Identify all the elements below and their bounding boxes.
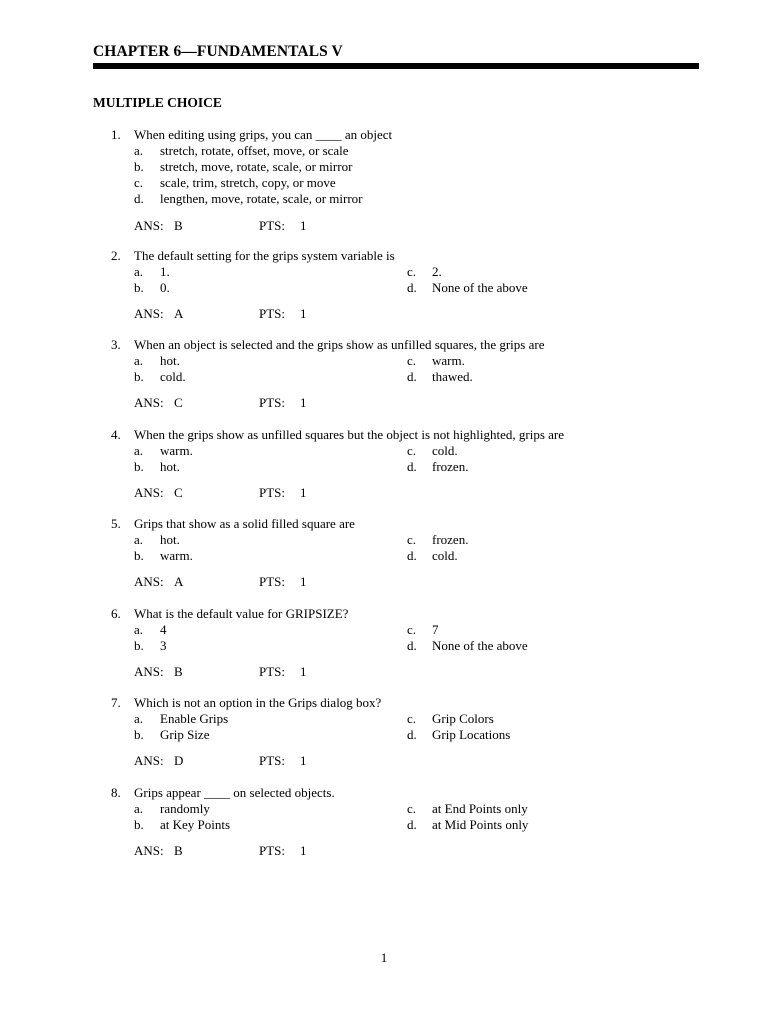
option-text: warm. bbox=[160, 548, 193, 563]
points-label: PTS: bbox=[259, 218, 286, 233]
section-title: MULTIPLE CHOICE bbox=[93, 95, 222, 110]
points-label: PTS: bbox=[259, 395, 286, 410]
option-text: frozen. bbox=[432, 532, 469, 547]
question-text: What is the default value for GRIPSIZE? bbox=[134, 606, 349, 621]
option-letter: d. bbox=[407, 548, 417, 563]
option-letter: b. bbox=[134, 280, 144, 295]
option-text: at Key Points bbox=[160, 817, 231, 832]
option-text: stretch, move, rotate, scale, or mirror bbox=[160, 159, 353, 174]
points-label: PTS: bbox=[259, 306, 286, 321]
points-label: PTS: bbox=[259, 753, 286, 768]
option-text: cold. bbox=[160, 369, 186, 384]
option-text: Grip Locations bbox=[432, 727, 511, 742]
option-letter: d. bbox=[407, 280, 417, 295]
option-text: 1. bbox=[160, 264, 170, 279]
option-text: lengthen, move, rotate, scale, or mirror bbox=[160, 191, 363, 206]
answer-value: A bbox=[174, 306, 184, 321]
option-letter: d. bbox=[134, 191, 144, 206]
option-text: hot. bbox=[160, 532, 180, 547]
page-number: 1 bbox=[380, 950, 388, 965]
points-value: 1 bbox=[300, 395, 307, 410]
answer-label: ANS: bbox=[134, 306, 164, 321]
option-text: None of the above bbox=[432, 638, 528, 653]
answer-label: ANS: bbox=[134, 843, 164, 858]
answer-value: C bbox=[174, 485, 183, 500]
option-text: frozen. bbox=[432, 459, 469, 474]
option-letter: b. bbox=[134, 548, 144, 563]
option-text: cold. bbox=[432, 443, 458, 458]
header-rule bbox=[93, 63, 699, 69]
answer-value: B bbox=[174, 218, 183, 233]
question-number: 6. bbox=[111, 606, 121, 621]
option-letter: c. bbox=[407, 622, 417, 637]
question-text: When editing using grips, you can ____ an object bbox=[134, 127, 393, 142]
option-text: None of the above bbox=[432, 280, 528, 295]
option-text: Grip Size bbox=[160, 727, 210, 742]
points-value: 1 bbox=[300, 843, 307, 858]
option-letter: b. bbox=[134, 159, 144, 174]
question-text: When an object is selected and the grips show as unfilled squares, the grips are bbox=[134, 337, 545, 352]
option-letter: a. bbox=[134, 801, 144, 816]
option-letter: d. bbox=[407, 727, 417, 742]
option-letter: c. bbox=[407, 443, 417, 458]
option-letter: c. bbox=[134, 175, 144, 190]
option-text: hot. bbox=[160, 459, 180, 474]
option-letter: a. bbox=[134, 711, 144, 726]
option-text: cold. bbox=[432, 548, 458, 563]
question-text: The default setting for the grips system variable is bbox=[134, 248, 395, 263]
option-letter: b. bbox=[134, 638, 144, 653]
answer-value: D bbox=[174, 753, 184, 768]
answer-value: B bbox=[174, 664, 183, 679]
question-number: 2. bbox=[111, 248, 121, 263]
answer-label: ANS: bbox=[134, 485, 164, 500]
option-text: 7 bbox=[432, 622, 439, 637]
option-letter: a. bbox=[134, 622, 144, 637]
question-text: Grips that show as a solid filled square are bbox=[134, 516, 355, 531]
option-text: at Mid Points only bbox=[432, 817, 529, 832]
option-letter: c. bbox=[407, 353, 417, 368]
option-letter: c. bbox=[407, 532, 417, 547]
points-value: 1 bbox=[300, 664, 307, 679]
points-value: 1 bbox=[300, 306, 307, 321]
option-text: 3 bbox=[160, 638, 167, 653]
option-letter: d. bbox=[407, 369, 417, 384]
option-text: at End Points only bbox=[432, 801, 528, 816]
question-number: 7. bbox=[111, 695, 121, 710]
points-label: PTS: bbox=[259, 664, 286, 679]
option-letter: c. bbox=[407, 264, 417, 279]
question-number: 3. bbox=[111, 337, 121, 352]
option-letter: b. bbox=[134, 817, 144, 832]
points-label: PTS: bbox=[259, 485, 286, 500]
option-text: Grip Colors bbox=[432, 711, 494, 726]
option-text: 4 bbox=[160, 622, 167, 637]
option-text: thawed. bbox=[432, 369, 473, 384]
option-text: hot. bbox=[160, 353, 180, 368]
option-letter: b. bbox=[134, 369, 144, 384]
answer-label: ANS: bbox=[134, 753, 164, 768]
question-number: 1. bbox=[111, 127, 121, 142]
question-text: Grips appear ____ on selected objects. bbox=[134, 785, 335, 800]
points-value: 1 bbox=[300, 485, 307, 500]
option-text: Enable Grips bbox=[160, 711, 229, 726]
option-letter: d. bbox=[407, 638, 417, 653]
option-letter: d. bbox=[407, 459, 417, 474]
answer-label: ANS: bbox=[134, 395, 164, 410]
question-number: 4. bbox=[111, 427, 121, 442]
option-letter: b. bbox=[134, 727, 144, 742]
option-text: warm. bbox=[432, 353, 465, 368]
option-letter: a. bbox=[134, 264, 144, 279]
option-text: 2. bbox=[432, 264, 442, 279]
option-text: 0. bbox=[160, 280, 170, 295]
option-letter: c. bbox=[407, 801, 417, 816]
answer-value: B bbox=[174, 843, 183, 858]
points-label: PTS: bbox=[259, 574, 286, 589]
option-text: warm. bbox=[160, 443, 193, 458]
option-letter: a. bbox=[134, 532, 144, 547]
option-text: stretch, rotate, offset, move, or scale bbox=[160, 143, 349, 158]
option-letter: a. bbox=[134, 443, 144, 458]
question-text: When the grips show as unfilled squares but the object is not highlighted, grips are bbox=[134, 427, 564, 442]
answer-label: ANS: bbox=[134, 574, 164, 589]
answer-label: ANS: bbox=[134, 218, 164, 233]
option-letter: b. bbox=[134, 459, 144, 474]
option-text: randomly bbox=[160, 801, 210, 816]
answer-value: A bbox=[174, 574, 184, 589]
option-letter: a. bbox=[134, 353, 144, 368]
points-value: 1 bbox=[300, 218, 307, 233]
question-number: 5. bbox=[111, 516, 121, 531]
points-value: 1 bbox=[300, 753, 307, 768]
points-label: PTS: bbox=[259, 843, 286, 858]
chapter-title: CHAPTER 6—FUNDAMENTALS V bbox=[93, 43, 343, 60]
question-text: Which is not an option in the Grips dialog box? bbox=[134, 695, 382, 710]
option-letter: a. bbox=[134, 143, 144, 158]
answer-label: ANS: bbox=[134, 664, 164, 679]
option-text: scale, trim, stretch, copy, or move bbox=[160, 175, 336, 190]
option-letter: c. bbox=[407, 711, 417, 726]
answer-value: C bbox=[174, 395, 183, 410]
option-letter: d. bbox=[407, 817, 417, 832]
question-number: 8. bbox=[111, 785, 121, 800]
points-value: 1 bbox=[300, 574, 307, 589]
